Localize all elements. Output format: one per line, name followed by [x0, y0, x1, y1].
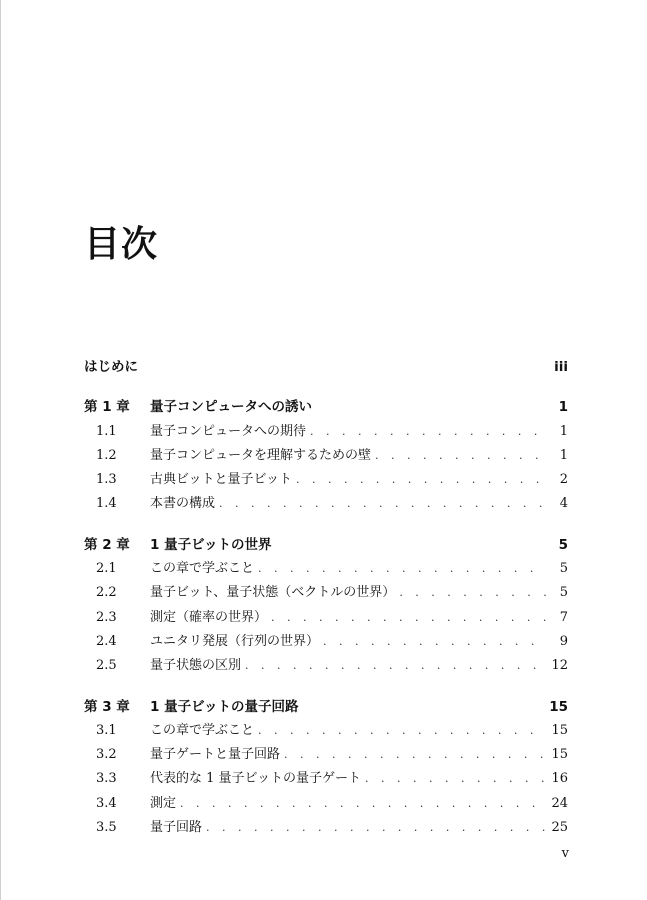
toc-entry-page: iii	[554, 359, 568, 375]
toc-section-entry[interactable]	[84, 492, 568, 516]
dot-leader	[292, 468, 546, 492]
chapter-number: 第 2 章	[84, 536, 130, 553]
section-title: 量子回路	[150, 820, 203, 836]
chapter-title: 1 量子ビットの世界	[150, 536, 272, 553]
section-number: 3.2	[96, 747, 117, 763]
chapter-number: 第 3 章	[84, 698, 130, 715]
section-page: 24	[551, 795, 568, 811]
chapter-block	[84, 695, 568, 841]
section-title: 量子状態の区別	[150, 658, 242, 674]
section-number: 1.3	[96, 472, 117, 488]
toc-chapter-entry[interactable]	[84, 533, 568, 557]
section-title: 量子ビット、量子状態（ベクトルの世界）	[150, 585, 396, 601]
toc-section-entry[interactable]	[84, 420, 568, 444]
chapter-block	[84, 395, 568, 516]
toc-section-entry[interactable]	[84, 654, 568, 678]
section-page: 15	[551, 747, 568, 763]
chapter-number: 第 1 章	[84, 399, 130, 416]
chapter-page: 1	[558, 399, 568, 416]
table-of-contents	[84, 355, 568, 840]
page-edge	[0, 0, 1, 900]
chapter-title: 量子コンピュータへの誘い	[150, 399, 312, 416]
section-number: 2.1	[96, 561, 117, 577]
section-title: 本書の構成	[150, 496, 216, 512]
toc-section-entry[interactable]	[84, 767, 568, 791]
section-number: 1.1	[96, 423, 117, 439]
section-number: 1.2	[96, 447, 117, 463]
toc-section-entry[interactable]	[84, 606, 568, 630]
section-title: 量子ゲートと量子回路	[150, 747, 281, 763]
toc-section-entry[interactable]	[84, 792, 568, 816]
dot-leader	[202, 816, 546, 840]
section-title: この章で学ぶこと	[150, 722, 255, 738]
section-number: 2.4	[96, 633, 117, 649]
chapter-page: 5	[558, 536, 568, 553]
dot-leader	[254, 557, 546, 581]
toc-entry-front-matter[interactable]	[84, 355, 568, 379]
page-number: v	[561, 846, 569, 861]
section-number: 3.4	[96, 795, 117, 811]
dot-leader	[395, 581, 546, 605]
section-page: 7	[559, 609, 568, 625]
dot-leader	[306, 420, 546, 444]
section-number: 1.4	[96, 496, 117, 512]
section-page: 16	[551, 771, 568, 787]
toc-entry-title: はじめに	[84, 359, 138, 375]
toc-section-entry[interactable]	[84, 630, 568, 654]
section-page: 1	[559, 447, 568, 463]
toc-section-entry[interactable]	[84, 743, 568, 767]
toc-section-entry[interactable]	[84, 581, 568, 605]
section-page: 25	[551, 820, 568, 836]
toc-section-entry[interactable]	[84, 468, 568, 492]
chapter-title: 1 量子ビットの量子回路	[150, 698, 299, 715]
section-title: 測定（確率の世界）	[150, 609, 268, 625]
toc-section-entry[interactable]	[84, 557, 568, 581]
dot-leader	[215, 492, 546, 516]
dot-leader	[371, 444, 546, 468]
dot-leader	[361, 767, 546, 791]
section-title: 量子コンピュータを理解するための壁	[150, 447, 372, 463]
chapter-block	[84, 533, 568, 679]
section-page: 12	[551, 658, 568, 674]
section-page: 9	[559, 633, 568, 649]
section-number: 3.5	[96, 820, 117, 836]
section-page: 5	[559, 585, 568, 601]
dot-leader	[176, 792, 546, 816]
toc-section-entry[interactable]	[84, 444, 568, 468]
toc-chapter-entry[interactable]	[84, 695, 568, 719]
section-page: 5	[559, 561, 568, 577]
section-title: この章で学ぶこと	[150, 561, 255, 577]
section-page: 15	[551, 722, 568, 738]
toc-section-entry[interactable]	[84, 816, 568, 840]
section-number: 2.5	[96, 658, 117, 674]
toc-section-entry[interactable]	[84, 719, 568, 743]
toc-chapter-entry[interactable]	[84, 395, 568, 419]
section-title: ユニタリ発展（行列の世界）	[150, 633, 320, 649]
dot-leader	[319, 630, 546, 654]
section-number: 3.3	[96, 771, 117, 787]
dot-leader	[254, 719, 546, 743]
section-title: 測定	[150, 795, 177, 811]
chapter-page: 15	[549, 698, 568, 715]
section-title: 量子コンピュータへの期待	[150, 423, 307, 439]
section-number: 2.2	[96, 585, 117, 601]
section-title: 古典ビットと量子ビット	[150, 472, 292, 488]
section-page: 2	[559, 472, 568, 488]
section-page: 1	[559, 423, 568, 439]
section-number: 3.1	[96, 722, 117, 738]
section-page: 4	[559, 496, 568, 512]
dot-leader	[241, 654, 546, 678]
page-title: 目次	[84, 224, 159, 265]
section-title: 代表的な 1 量子ビットの量子ゲート	[150, 771, 362, 787]
dot-leader	[280, 743, 546, 767]
section-number: 2.3	[96, 609, 117, 625]
dot-leader	[267, 606, 546, 630]
